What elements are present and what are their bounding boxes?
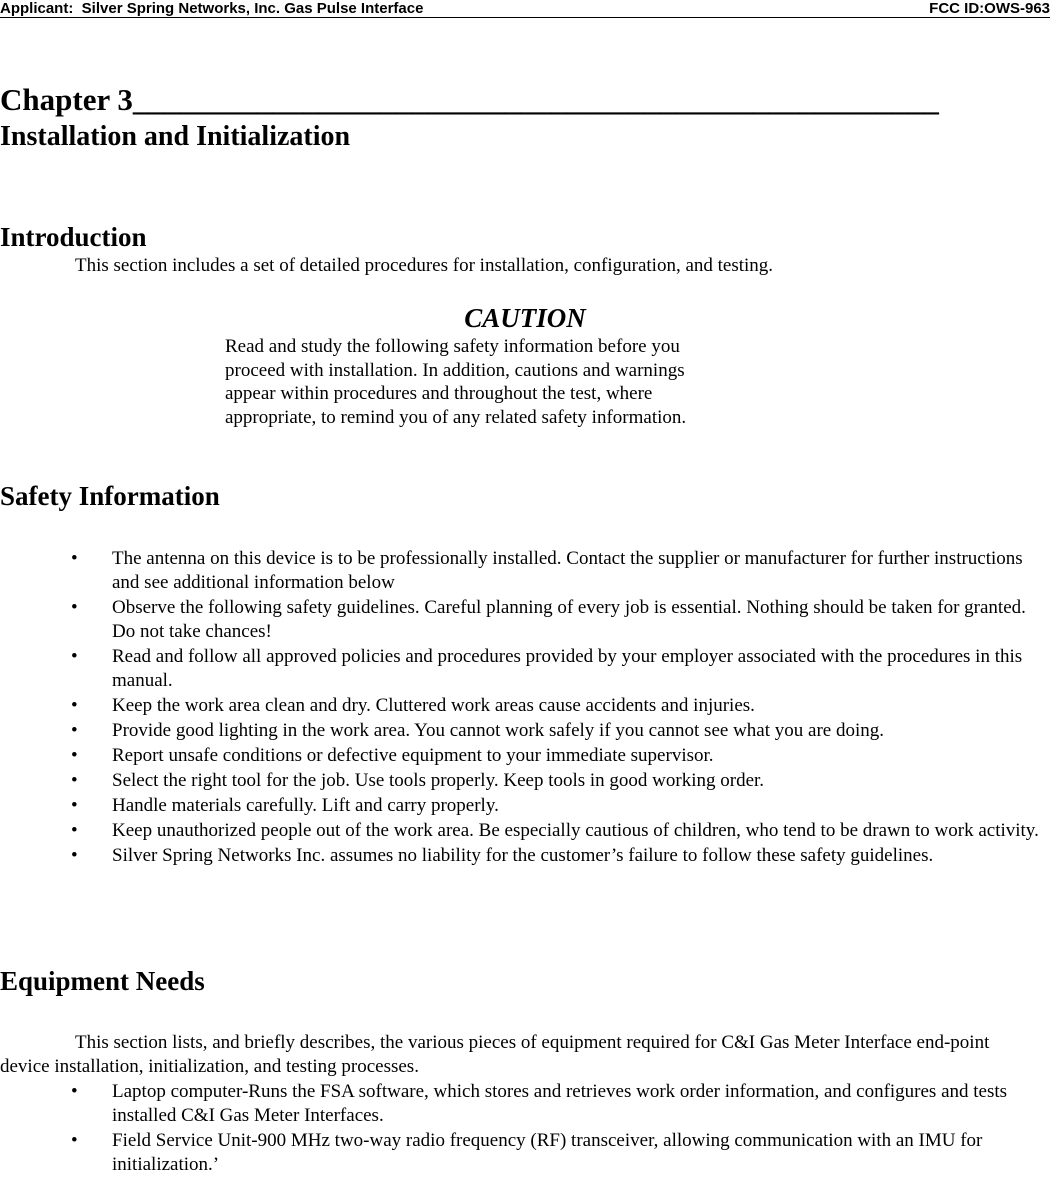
list-item [0, 744, 1050, 768]
list-item [0, 819, 1050, 843]
list-item-text: Read and follow all approved policies and procedures provided by your employer associated with the procedures in this manual. [112, 646, 1023, 691]
list-item [0, 769, 1050, 793]
bullet-icon: • [71, 1081, 78, 1102]
bullet-icon: • [71, 720, 78, 741]
list-item [0, 1129, 1050, 1177]
list-item [0, 719, 1050, 743]
caution-title: CAUTION [464, 303, 586, 333]
list-item-text: Keep the work area clean and dry. Cluttered work areas cause accidents and injuries. [112, 695, 755, 716]
caution-line: appropriate, to remind you of any related safety information. [225, 406, 687, 428]
equipment-list [0, 1080, 1050, 1178]
bullet-icon: • [71, 548, 78, 569]
header-fcc-id: FCC ID:OWS-963 [929, 0, 1050, 17]
list-item-text: Laptop computer-Runs the FSA software, which stores and retrieves work order information, and configures and tests installed C&I Gas Meter Interfaces. [112, 1081, 1008, 1126]
list-item-text: The antenna on this device is to be professionally installed. Contact the supplier or manufacturer for further instructions and see additional information below [112, 548, 1023, 593]
chapter-title: Chapter 3____________________________________________________ [0, 82, 939, 117]
header-applicant: Applicant: Silver Spring Networks, Inc. Gas Pulse Interface [0, 0, 424, 17]
list-item-text: Observe the following safety guidelines. Careful planning of every job is essential. Nothing should be taken for granted. Do not take chances! [112, 597, 1026, 642]
introduction-heading: Introduction [0, 222, 147, 252]
bullet-icon: • [71, 646, 78, 667]
list-item-text: Keep unauthorized people out of the work area. Be especially cautious of children, who tend to be drawn to work activity. [112, 820, 1039, 841]
bullet-icon: • [71, 795, 78, 816]
equipment-heading: Equipment Needs [0, 966, 205, 996]
caution-body [225, 335, 745, 429]
safety-list [0, 547, 1050, 869]
list-item [0, 794, 1050, 818]
bullet-icon: • [71, 820, 78, 841]
list-item-text: Select the right tool for the job. Use tools properly. Keep tools in good working order. [112, 770, 765, 791]
introduction-text: This section includes a set of detailed procedures for installation, configuration, and testing. [75, 255, 774, 276]
safety-heading: Safety Information [0, 481, 220, 511]
list-item-text: Handle materials carefully. Lift and carry properly. [112, 795, 499, 816]
equipment-intro: This section lists, and briefly describes, the various pieces of equipment required for C&I Gas Meter Interface end-point device installation, initialization, and testing processes. [0, 1032, 990, 1077]
list-item [0, 694, 1050, 718]
caution-line: Read and study the following safety information before you [225, 336, 680, 357]
bullet-icon: • [71, 770, 78, 791]
bullet-icon: • [71, 597, 78, 618]
list-item-text: Field Service Unit-900 MHz two-way radio frequency (RF) transceiver, allowing communication with an IMU for initialization.’ [112, 1130, 983, 1175]
list-item-text: Provide good lighting in the work area. You cannot work safely if you cannot see what you are doing. [112, 720, 884, 741]
caution-line: appear within procedures and throughout the test, where [225, 383, 653, 404]
page-header [0, 0, 1050, 18]
bullet-icon: • [71, 745, 78, 766]
bullet-icon: • [71, 1130, 78, 1151]
bullet-icon: • [71, 845, 78, 866]
list-item-text: Silver Spring Networks Inc. assumes no liability for the customer’s failure to follow these safety guidelines. [112, 845, 934, 866]
list-item [0, 844, 1050, 868]
list-item [0, 596, 1050, 644]
list-item [0, 1080, 1050, 1128]
caution-line: proceed with installation. In addition, cautions and warnings [225, 359, 685, 381]
list-item [0, 645, 1050, 693]
list-item-text: Report unsafe conditions or defective equipment to your immediate supervisor. [112, 745, 714, 766]
list-item [0, 547, 1050, 595]
chapter-subtitle: Installation and Initialization [0, 121, 351, 152]
bullet-icon: • [71, 695, 78, 716]
